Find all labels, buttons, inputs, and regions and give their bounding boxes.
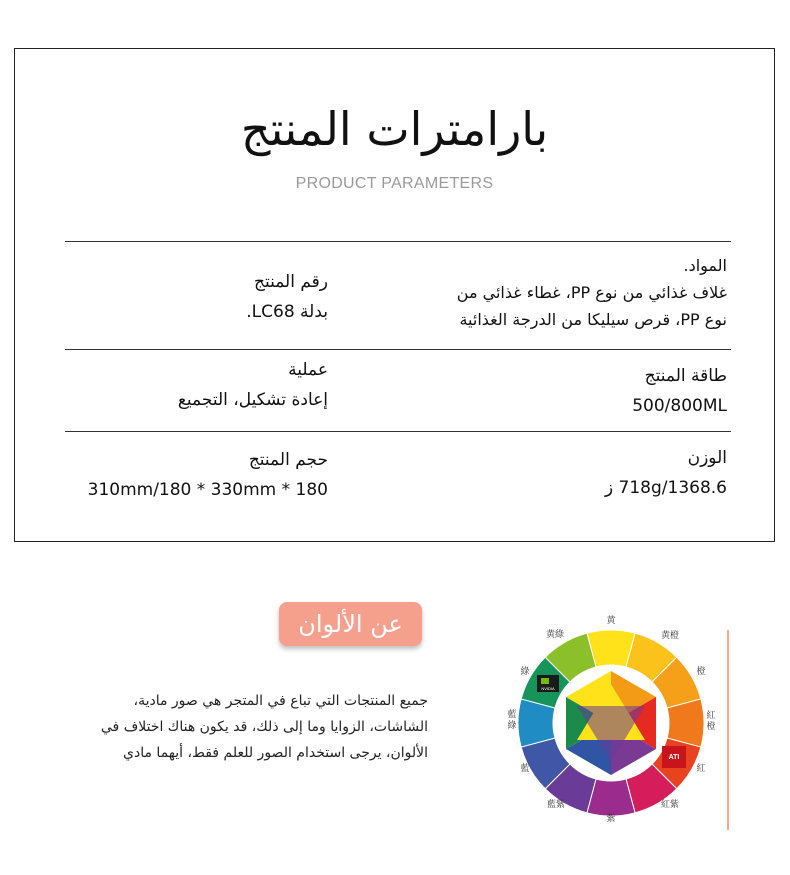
label-right-upper: 橙 (696, 667, 706, 677)
label-left-mid-2: 綠 (507, 721, 517, 731)
page-title: بارامترات المنتج (240, 102, 549, 156)
process-label: عملية (288, 360, 328, 380)
color-wheel-image (494, 608, 728, 834)
ati-logo-text: ATI (668, 754, 680, 761)
label-bottom: 紫 (606, 814, 616, 824)
about-colors-badge: عن الألوان (279, 602, 422, 646)
disclaimer-line-2: الشاشات، الزوايا وما إلى ذلك، قد يكون هناك اختلاف في (100, 719, 428, 735)
size-label: حجم المنتج (248, 450, 328, 470)
label-top: 黄 (606, 616, 616, 626)
capacity-cell (632, 361, 727, 421)
divider (65, 241, 731, 242)
color-disclaimer (28, 688, 428, 766)
product-number-cell (246, 267, 328, 327)
materials-line-2: نوع PP، قرص سيليكا من الدرجة الغذائية (459, 310, 727, 329)
divider (65, 431, 731, 432)
nvidia-logo-mark (541, 678, 549, 684)
product-parameters-panel (14, 48, 775, 542)
product-number-value: بدلة LC68. (246, 302, 328, 322)
materials-line-1: غلاف غذائي من نوع PP، غطاء غذائي من (456, 283, 727, 302)
label-left-lower: 藍 (520, 764, 530, 774)
capacity-label: طاقة المنتج (644, 366, 727, 386)
disclaimer-line-3: الألوان، يرجى استخدام الصور للعلم فقط، أيهما مادي (123, 745, 428, 761)
label-top-left: 黄綠 (545, 630, 565, 640)
materials-cell (457, 252, 727, 333)
page-subtitle: PRODUCT PARAMETERS (295, 175, 494, 192)
nvidia-logo-text: NVIDIA (541, 686, 555, 691)
size-value: 310mm/180 * 330mm * 180 (87, 480, 328, 500)
product-number-label: رقم المنتج (253, 272, 328, 292)
accent-divider (727, 630, 729, 830)
divider (65, 349, 731, 350)
process-value: إعادة تشكيل، التجميع (177, 390, 328, 410)
label-top-right: 黄橙 (660, 631, 680, 641)
weight-label: الوزن (687, 448, 727, 468)
label-right-mid-2: 橙 (706, 722, 716, 732)
label-right-lower: 紅 (696, 764, 706, 774)
weight-value: 718g/1368.6 ز (604, 478, 727, 498)
label-right-mid-1: 紅 (706, 711, 716, 721)
weight-cell (605, 443, 727, 503)
label-left-upper: 綠 (520, 667, 530, 677)
size-cell (88, 445, 328, 505)
materials-label: المواد. (683, 256, 727, 275)
capacity-value: 500/800ML (632, 396, 727, 416)
process-cell (178, 355, 328, 415)
label-bottom-right: 紅紫 (660, 800, 680, 810)
disclaimer-line-1: جميع المنتجات التي تباع في المتجر هي صور مادية، (133, 693, 428, 709)
label-bottom-left: 藍紫 (546, 800, 566, 810)
label-left-mid-1: 藍 (507, 710, 517, 720)
